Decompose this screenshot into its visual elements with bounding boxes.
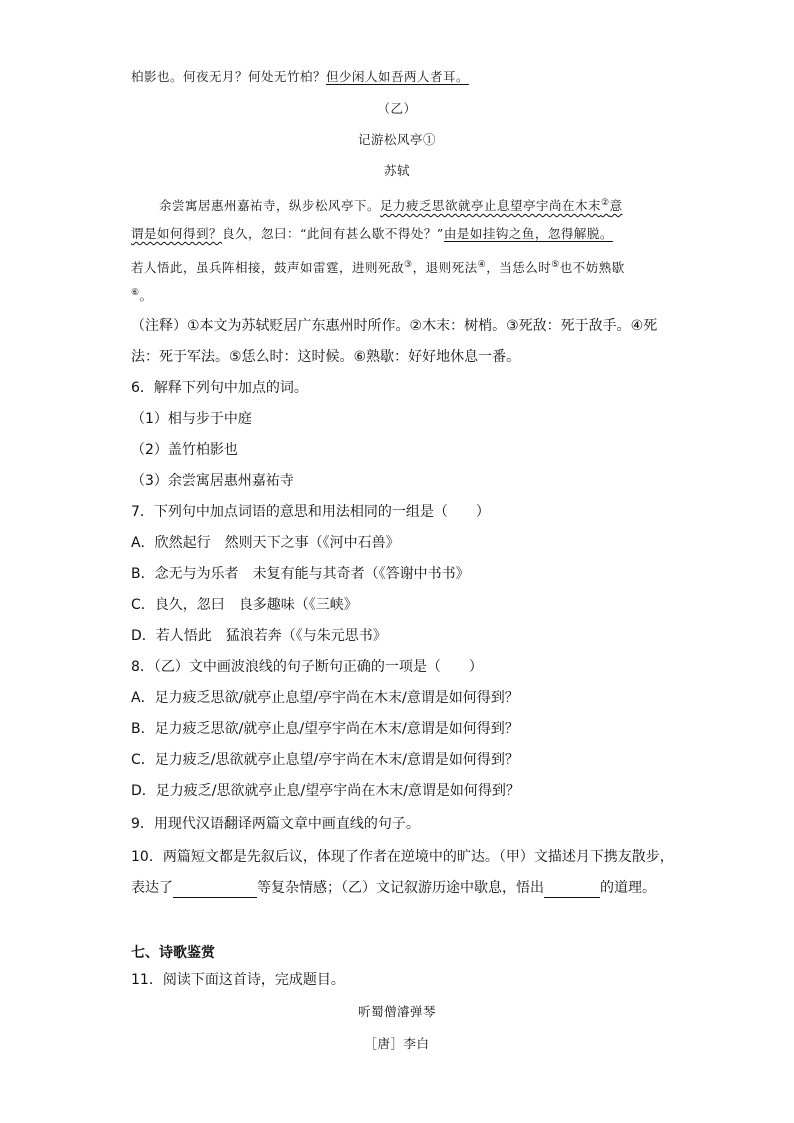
passage-b-text: 也不妨熟歇 [559,260,625,276]
q7-option-b: B．念无与为乐者 未复有能与其奇者（《答谢中书书》 [131,566,470,582]
notes-line-2: 法：死于军法。⑤恁么时：这时候。⑥熟歇：好好地休息一番。 [131,349,521,365]
note-marker: ④ [477,260,487,270]
q10-line-1: 10．两篇短文都是先叙后议，体现了作者在逆境中的旷达。（甲）文描述月下携友散步， [131,849,674,865]
passage-a-underlined-sentence: 但少闲人如吾两人者耳。 [326,69,470,84]
passage-b-text: “此间有甚么歇不得处？” [300,226,444,241]
passage-b-text: ，当恁么时 [486,260,552,276]
passage-b-line-4 [131,283,153,306]
passage-b-line-1 [159,193,623,216]
passage-b-text: 若人悟此，虽兵阵相接，鼓声如雷霆，进则死敌 [131,260,405,276]
q6-item-1: （1）相与步于中庭 [131,411,252,427]
q6-item-2: （2）盖竹柏影也 [131,442,238,458]
section-heading: 七、诗歌鉴赏 [131,945,215,961]
answer-blank-1[interactable] [173,881,257,898]
passage-b-title [0,130,794,150]
title-text: 记游松风亭 [357,132,423,147]
note-marker: ③ [404,260,413,270]
passage-b-text: ，退则死法 [412,260,478,276]
passage-b-text: 余尝寓居惠州嘉祐寺，纵步松风亭下。 [159,198,381,214]
wavy-text: 足力疲乏思欲就亭止息望亭宇尚在木末 [380,198,602,214]
poem-title: 听蜀僧濬弹琴 [357,1004,436,1019]
wavy-text: 意 [609,198,623,214]
poem-author: ［唐］李白 [364,1036,430,1051]
q8-option-b: B．足力疲乏思欲/就亭止息/望亭宇尚在木末/意谓是如何得到？ [131,721,519,737]
q9-stem: 9．用现代汉语翻译两篇文章中画直线的句子。 [131,816,420,832]
note-marker: ⑤ [551,260,560,270]
q8-stem: 8．（乙）文中画波浪线的句子断句正确的一项是（ ） [131,659,483,675]
wavy-underlined-sentence [380,198,623,213]
q10-text: 等复杂情感；（乙）文记叙游历途中歇息，悟出 [257,880,544,896]
notes-line-1: （注释）①本文为苏轼贬居广东惠州时所作。②木末：树梢。③死敌：死于敌手。④死 [131,318,658,334]
q7-option-d: D．若人悟此 猛浪若奔（《与朱元思书》 [131,628,387,644]
underlined-sentence: 由是如挂钩之鱼，忽得解脱。 [443,226,613,241]
passage-b-text: 。 [139,288,153,304]
q8-option-a: A．足力疲乏思欲/就亭止息望/亭宇尚在木末/意谓是如何得到？ [131,690,519,706]
passage-a-text: 柏影也。何夜无月？何处无竹柏？ [131,69,327,84]
q10-line-2 [131,878,656,898]
passage-b-line-2 [131,224,613,244]
q6-item-3: （3）余尝寓居惠州嘉祐寺 [131,473,294,489]
wavy-underlined-sentence: 谓是如何得到？ [131,226,223,241]
passage-b-line-3 [131,255,625,278]
q7-option-c: C．良久，忽曰 良多趣味（《三峡》 [131,597,358,613]
passage-b-author: 苏轼 [383,163,410,178]
q8-option-d: D．足力疲乏/思欲就亭止息/望亭宇尚在木末/意谓是如何得到？ [131,783,520,799]
q7-stem: 7．下列句中加点词语的意思和用法相同的一组是（ ） [131,504,490,520]
q10-text: 表达了 [131,880,173,896]
passage-b-label: （乙） [377,101,417,116]
q10-text: 的道理。 [600,880,656,896]
passage-b-text: 良久，忽曰： [222,226,301,241]
title-note-marker: ① [423,132,437,147]
passage-a-tail [131,67,469,87]
q11-stem: 11．阅读下面这首诗，完成题目。 [131,972,345,988]
answer-blank-2[interactable] [544,881,600,898]
q6-stem: 6．解释下列句中加点的词。 [131,380,308,396]
q7-option-a: A．欣然起行 然则天下之事（《河中石兽》 [131,535,400,551]
q8-option-c: C．足力疲乏/思欲就亭止息望/亭宇尚在木末/意谓是如何得到？ [131,752,519,768]
note-marker: ⑥ [131,288,140,298]
note-marker: ② [601,198,610,208]
